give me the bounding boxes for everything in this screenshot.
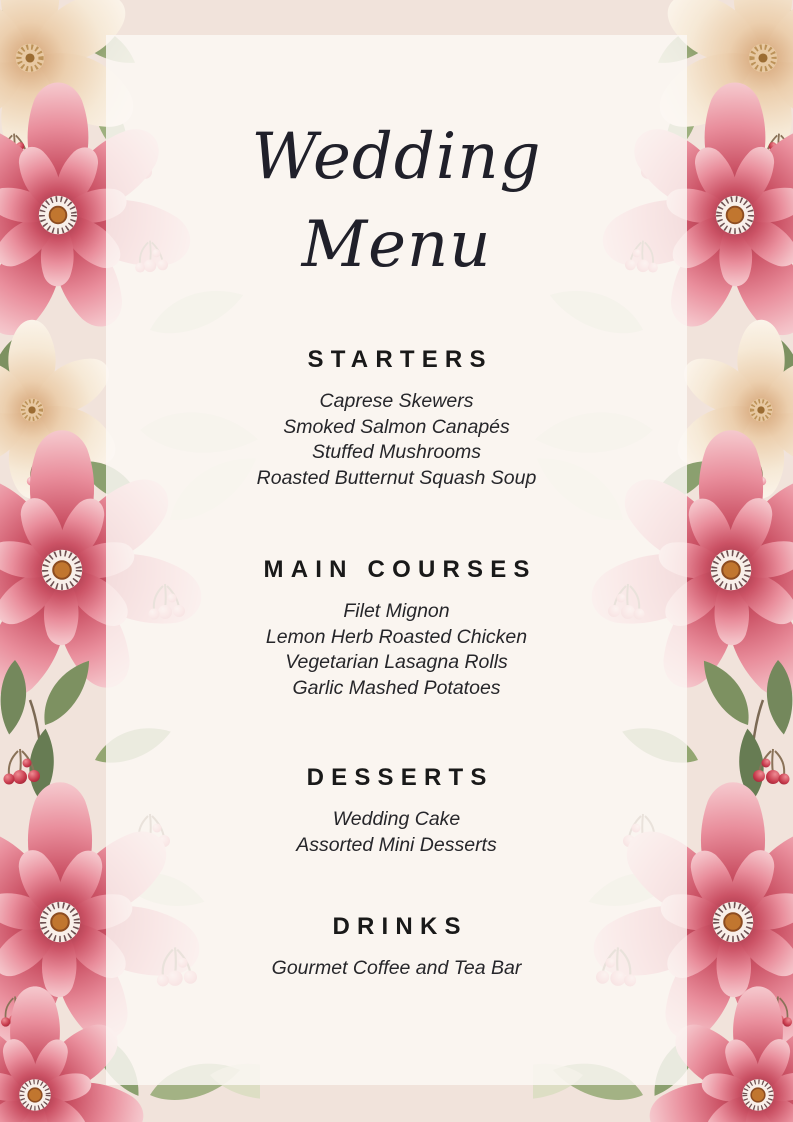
section-items-starters [106, 389, 687, 491]
section-items-main-courses [106, 599, 687, 701]
menu-content [106, 35, 687, 1085]
section-heading-main-courses: MAIN COURSES [263, 556, 537, 583]
section-heading-starters: STARTERS [307, 346, 493, 373]
menu-item: Smoked Salmon Canapés [283, 415, 510, 438]
menu-section-drinks [106, 912, 687, 982]
menu-panel [106, 35, 687, 1085]
menu-section-desserts [106, 763, 687, 858]
menu-item: Wedding Cake [332, 808, 461, 830]
menu-item: Assorted Mini Desserts [296, 833, 497, 856]
menu-item: Stuffed Mushrooms [311, 441, 482, 463]
menu-item: Roasted Butternut Squash Soup [256, 466, 537, 489]
section-heading-desserts: DESSERTS [306, 764, 494, 791]
menu-section-main-courses [106, 555, 687, 701]
menu-title-line1: Wedding [251, 120, 542, 194]
section-items-desserts [106, 807, 687, 858]
menu-title-line2: Menu [301, 208, 492, 282]
menu-item: Caprese Skewers [319, 390, 474, 412]
menu-section-starters [106, 345, 687, 491]
menu-item: Garlic Mashed Potatoes [292, 676, 501, 699]
menu-item: Gourmet Coffee and Tea Bar [271, 957, 522, 979]
menu-item: Filet Mignon [343, 600, 450, 622]
section-heading-drinks: DRINKS [332, 913, 468, 940]
section-items-drinks [106, 956, 687, 982]
menu-title [106, 35, 687, 289]
menu-item: Lemon Herb Roasted Chicken [265, 625, 528, 648]
menu-item: Vegetarian Lasagna Rolls [285, 651, 508, 673]
